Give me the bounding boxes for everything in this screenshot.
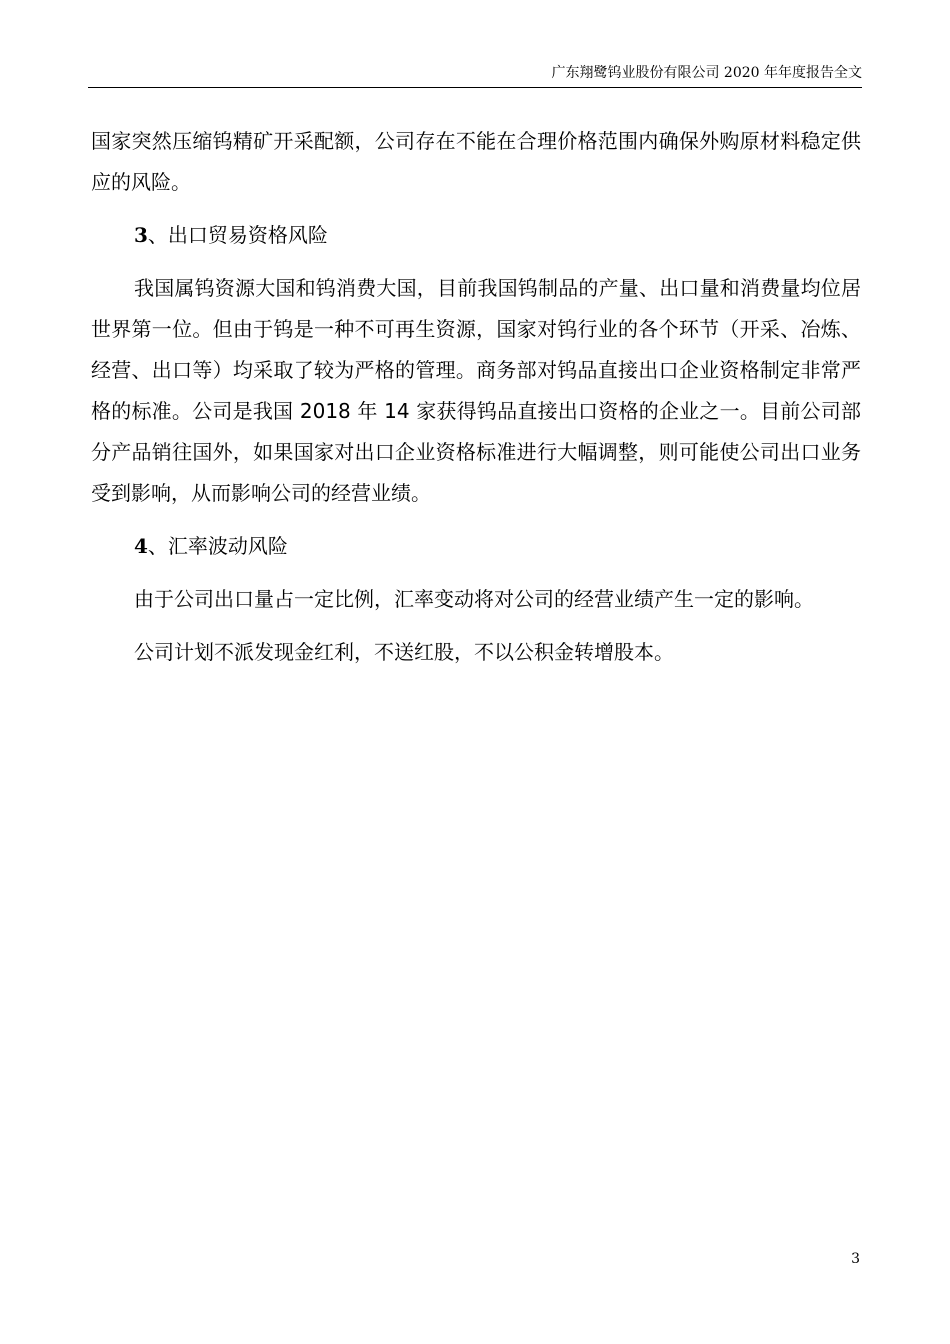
section-heading-export-qualification-risk — [91, 215, 861, 256]
paragraph-raw-material-risk-continued: 国家突然压缩钨精矿开采配额，公司存在不能在合理价格范围内确保外购原材料稳定供应的风险。 — [91, 129, 861, 194]
paragraph-exchange-rate-risk: 由于公司出口量占一定比例，汇率变动将对公司的经营业绩产生一定的影响。 — [134, 587, 814, 611]
section-number: 4 — [134, 534, 148, 558]
section-number: 3 — [134, 223, 148, 247]
paragraph-dividend-plan: 公司计划不派发现金红利，不送红股，不以公积金转增股本。 — [134, 640, 674, 664]
document-body — [91, 121, 861, 673]
header-divider — [88, 87, 862, 88]
section-title: 、汇率波动风险 — [147, 534, 288, 558]
paragraph-export-qualification-risk: 我国属钨资源大国和钨消费大国，目前我国钨制品的产量、出口量和消费量均位居世界第一位。但由于钨是一种不可再生资源，国家对钨行业的各个环节（开采、冶炼、经营、出口等）均采取了较为严格的管理。商务部对钨品直接出口企业资格制定非常严格的标准。公司是我国 2018 年 14 家获得钨品直接出口资格的企业之一。目前公司部分产品销往国外，如果国家对出口企业资格标准进行大幅调整，则可能使公司出口业务受到影响，从而影响公司的经营业绩。 — [91, 276, 861, 505]
section-title: 、出口贸易资格风险 — [147, 223, 328, 247]
report-header-title: 广东翔鹭钨业股份有限公司 2020 年年度报告全文 — [551, 65, 862, 81]
page-number: 3 — [851, 1251, 860, 1267]
section-heading-exchange-rate-risk — [91, 526, 861, 567]
